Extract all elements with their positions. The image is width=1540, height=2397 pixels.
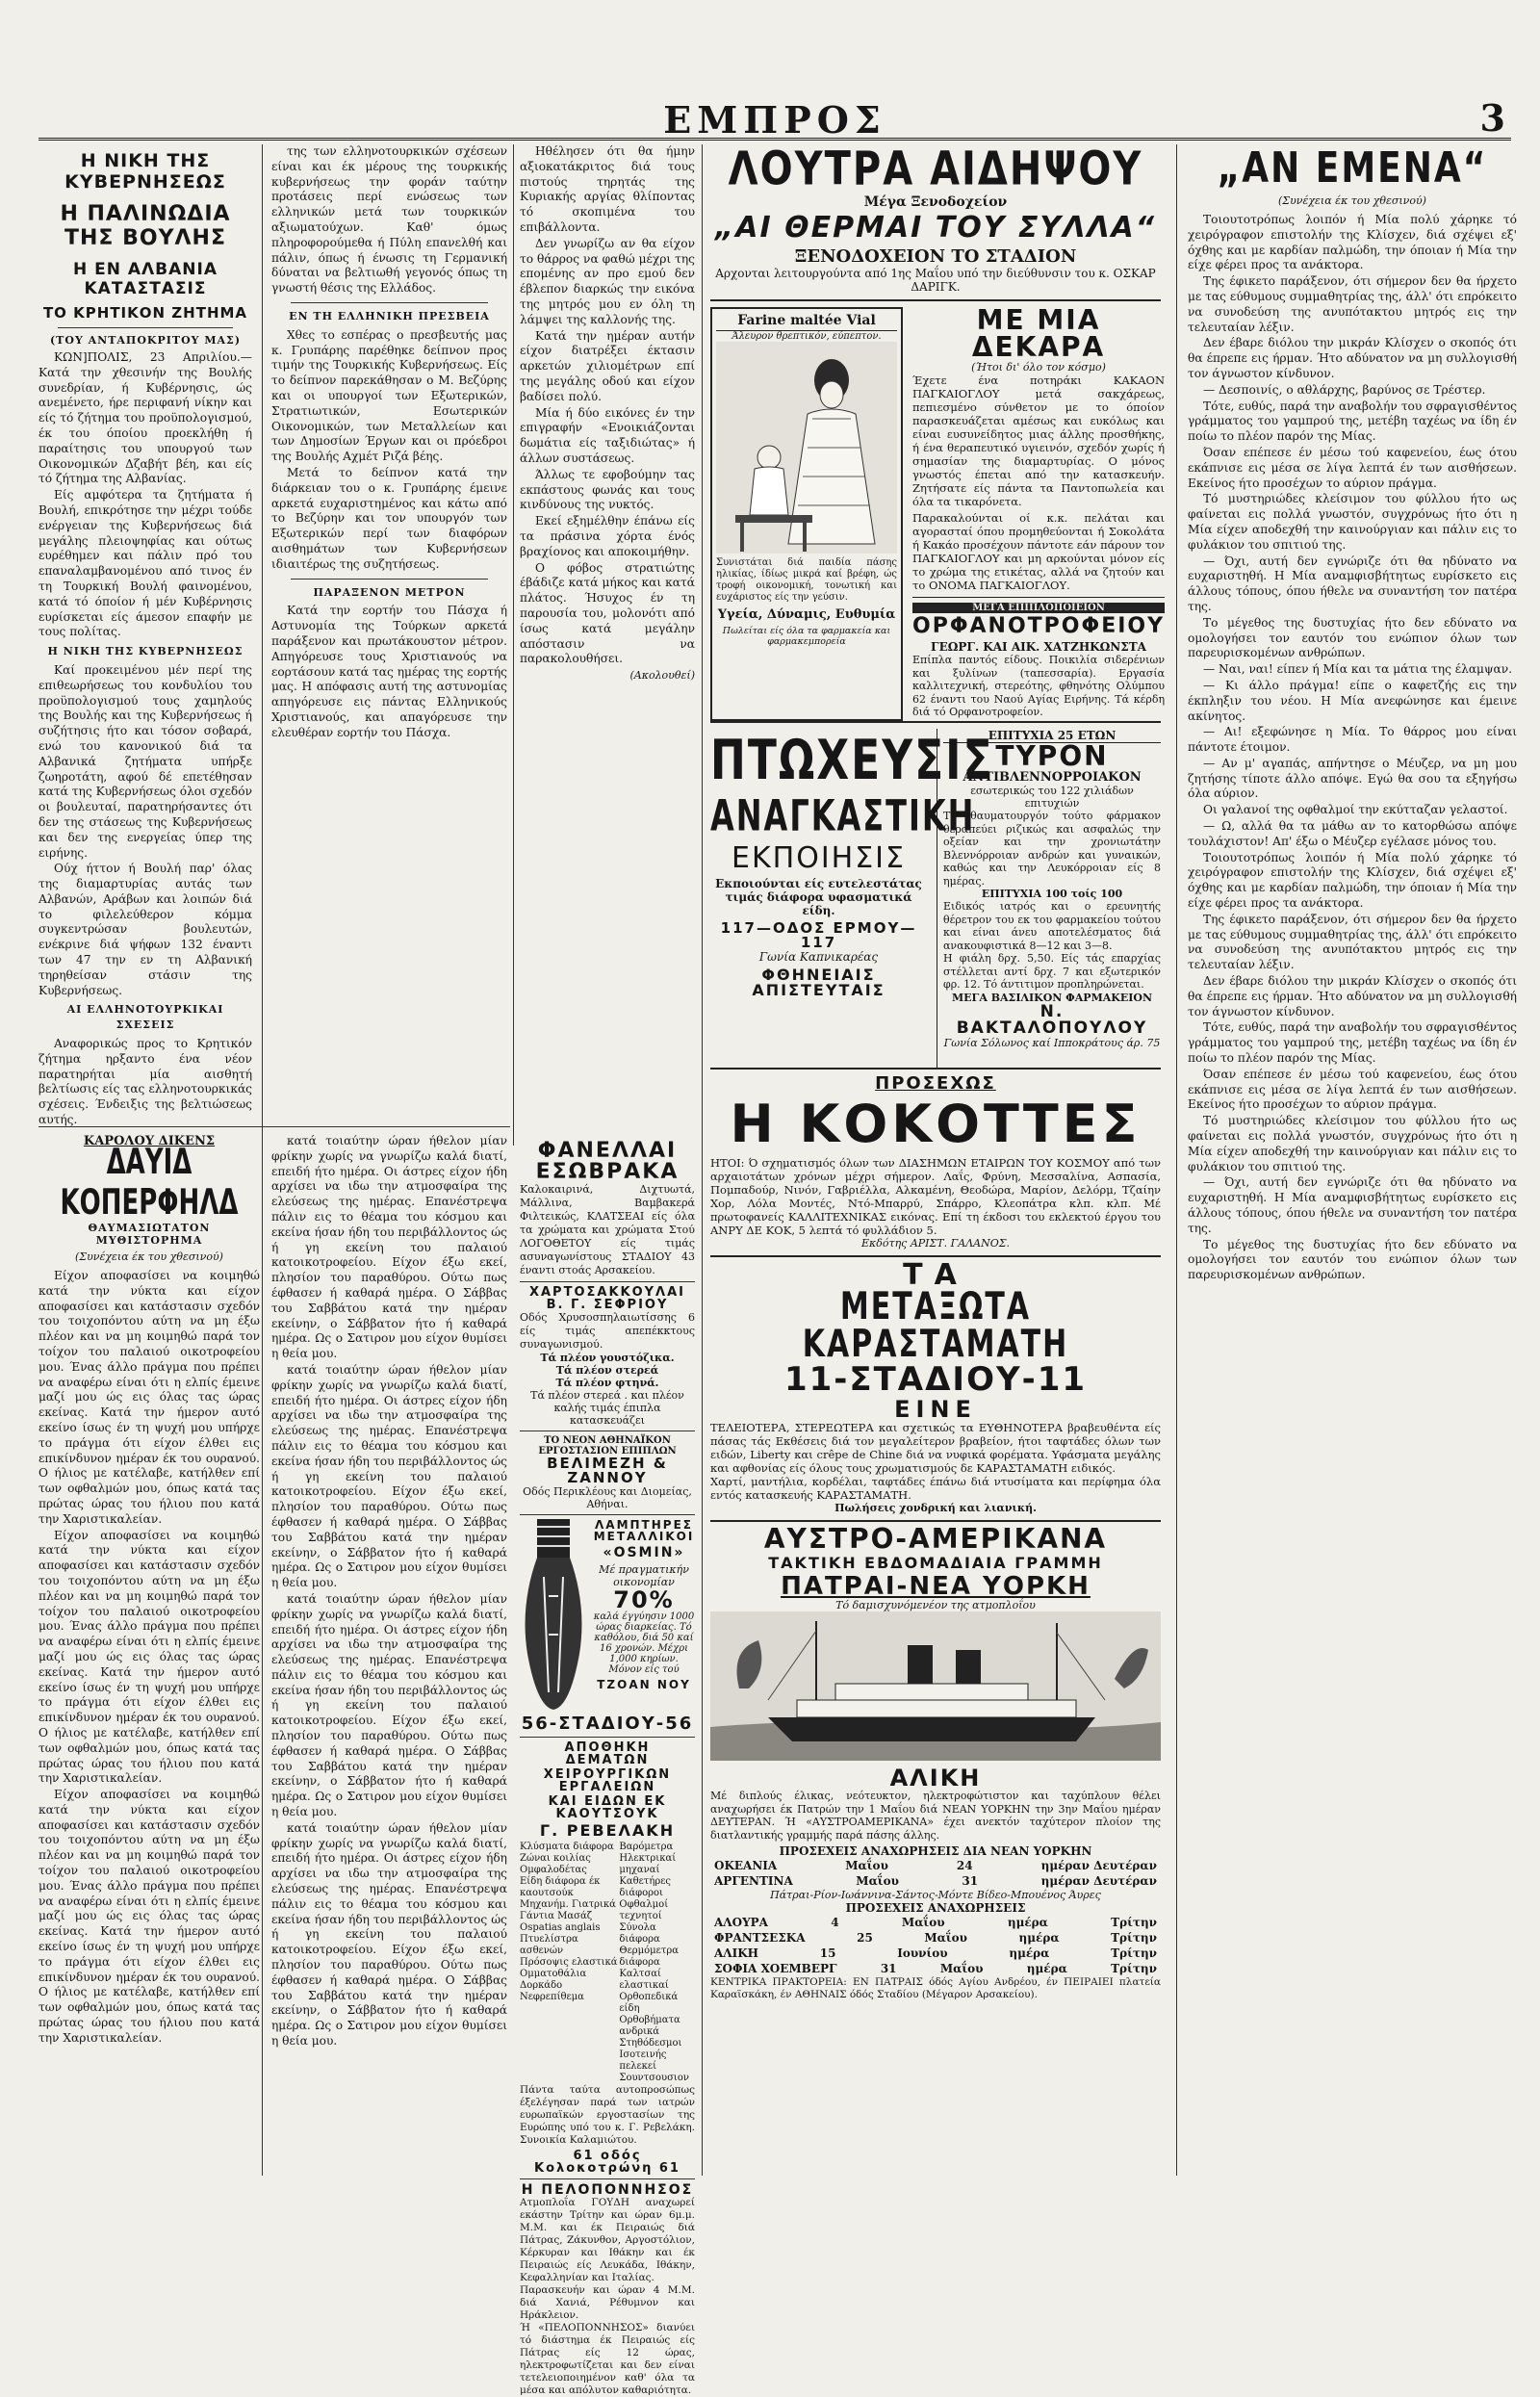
medicine-success: ΕΠΙΤΥΧΙΑ 25 ΕΤΩΝ: [943, 729, 1161, 743]
surgical-ad-address: 61 οδός Κολοκοτρώνη 61: [534, 2149, 680, 2176]
paragraph: Δεν έβαρε διόλου την μικράν Κλίσχεν ο σκοπός ότι θα έπρεπε εις ήρμαν. Ήτο αδύνατον να μη συλλογισθή τον άγνωστον κίνδυνον.: [1188, 974, 1517, 1018]
novel-title: ΔΑΥΙΔ ΚΟΠΕΡΦΗΛΔ: [60, 1143, 239, 1224]
paragraph: Τότε, ευθύς, παρά την αναβολήν του σφραγισθέντος γράμματος του γαμπρού της, μετέβη ταχέως να ίδη έν ποίω το πλέον παρόν της Μίας.: [1188, 399, 1517, 444]
list-item: Νεφρεπίθεμα: [520, 1992, 584, 2002]
bankruptcy-title: ΠΤΩΧΕΥΣΙΣ: [710, 729, 994, 793]
list-item: Είδη διάφορα έκ καουτσούκ: [520, 1876, 601, 1898]
list-item: Οφθαλμοί τεχνητοί: [619, 1899, 669, 1921]
items-left: [520, 1842, 619, 2084]
paragraph: Της έφικετο παράξενον, ότι σήμερον δεν θα ήρχετο με τας εύθυμους συμμαθητρίας της, άλλ' ότι επρόκειτο να συνοδεύση της ανυπότακτου μητρός εις την τελευταίαν λέξιν.: [1188, 274, 1517, 334]
paragraph: Δεν έβαρε διόλου την μικράν Κλίσχεν ο σκοπός ότι θα έπρεπε εις ήρμαν. Ήτο αδύνατον να μη συλλογισθή τον άγνωστον κίνδυνον.: [1188, 336, 1517, 380]
farine-footer: Πωλείται είς όλα τα φαρμακεία και φαρμακεμπορεία: [722, 626, 891, 647]
silk-ta: ΤΑ: [903, 1258, 968, 1292]
austro-subtitle: ΤΑΚΤΙΚΗ ΕΒΔΟΜΑΔΙΑΙΑ ΓΡΑΜΜΗ: [768, 1554, 1103, 1572]
furniture-ad-address: Οδός Περικλέους και Διομείας, Αθήναι.: [523, 1485, 692, 1510]
column-rule: [702, 144, 703, 2176]
austro-route: ΠΑΤΡΑΙ-ΝΕΑ ΥΟΡΚΗ: [781, 1572, 1091, 1601]
baths-ad-subtitle: Μέγα Ξενοδοχείον: [863, 194, 1008, 210]
ship-name: ΑΛΙΚΗ: [889, 1765, 982, 1791]
paragraph: Ούχ ήττον ή Βουλή παρ' όλας της διαμαρτυρίας αυτάς των Αλβανών, Αράβων και λοιπών διά το φιλελεύθερον κόμμα συγκεντρώσαν βουλευτών, ενέκρινε διά ψήφων 132 έναντι των 47 την εν τη Αλβανική τηρηθείσαν στάσιν της Κυβερνήσεως.: [38, 862, 252, 997]
weekday: ημέραν Δευτέραν: [1040, 1859, 1157, 1872]
paragraph: κατά τοιαύτην ώραν ήθελον μίαν φρίκην χωρίς να γνωρίζω καλά διατί, επειδή ήτο ημέρα. Οι άστρες είχον ήδη αρχίσει να ιδω την ατμοσφαίρα της ελεύσεως της ημέρας. Επανέστρεψα πάλιν εις το θέαμα του κόσμου και εκείνα ήσαν ήδη του περιβάλλοντος ώς ή γη εκείνη του παλαιού κατοικοτροφείου. Είχον έξω εκεί, πλησίον του παραθύρου. Ούτω πως έφθασεν ή καθαρά ημέρα. Ο Σάββας του Σαββάτου κατά την ημέραν εκείνην, ο Σάββατον ήτο ή καθαρά ημέρα. Ως ο Σατιρον μου είχον θυμίσει η θεία μου.: [271, 1820, 507, 2049]
farine-caption: Συνιστάται διά παιδία πάσης ηλικίας, ίδίως μικρά καί βρέφη, ώς τροφή οικονομική, τονωτική και ευχάριστος είς την γεύσιν.: [716, 557, 897, 603]
kokottes-title: Η ΚΟΚΟΤΤΕΣ: [730, 1094, 1142, 1154]
mother-child-illustration: [716, 342, 897, 554]
austro-line: Τό δαμισχυνόμενέον της ατμοπλοΐου: [835, 1599, 1036, 1611]
list-item: Ηλεκτρικαί μηχαναί: [619, 1853, 677, 1875]
paragraph: Τοιουτοτρόπως λοιπόν ή Μία πολύ χάρηκε τό χειρόγραφον επιστολήν της Κλίσχεν, διά σχέψει εξ' όχθης και με καρδίαν παλμώδη, την όποιαν ή Μία την είχε φέρει προς τα ανάκτορα.: [1188, 213, 1517, 272]
novel-author: ΚΑΡΟΛΟΥ ΔΙΚΕΝΣ: [83, 1134, 216, 1148]
paperbag-ad-text: Οδός Χρυσοσπηλαιωτίσσης 6 είς τιμάς απεπέκκτους συναγωνισμού.: [520, 1311, 695, 1351]
paragraph: Καί προκειμένου μέν περί της επιθεωρήσεως του κονδυλίου του προϋπολογισμού τους χαμηλούς της Βουλής και της Κυβερνήσεως ή συζήτησις ήτο και τόσον σοβαρά, ενώ του κανονικού διά τα Αλβανικά ζητήματα υπήρξε ζωηροτάτη, αφού δέ επετέθησαν κατά της Κυβερνήσεως όλοι σχεδόν οι βουλευταί, παρατηρήσαντες ότι δεν της στάσεως της Κυβερνήσεως και δεν της ενεργείας ύπερ της ειρήνης.: [38, 662, 252, 860]
silk-title: ΜΕΤΑΞΩΤΑ ΚΑΡΑΣΤΑΜΑΤΗ: [802, 1285, 1069, 1367]
flannel-ad-text: Καλοκαιρινά, Διχτυωτά, Μάλλινα, Βαμβακερά Φιλτεικώς, ΚΛΑΤΣΕΑΙ είς όλα τα χρώματα και χρώματα Στού ΛΟΓΟΘΕΤΟΥ είς τιμάς ασυναγωνίστους ΣΤΑΔΙΟΥ 43 έναντι στοάς Αρσακείου.: [520, 1183, 695, 1276]
byline: (ΤΟΥ ΑΝΤΑΠΟΚΡΙΤΟΥ ΜΑΣ): [49, 334, 242, 347]
ship: ΑΛΙΚΗ: [714, 1946, 759, 1960]
silk-eine: ΕΙΝΕ: [894, 1396, 977, 1423]
paperbag-ad-title: ΧΑΡΤΟΣΑΚΚΟΥΛΑΙ Β. Γ. ΣΕΦΡΙΟΥ: [528, 1285, 686, 1312]
surgical-ad-title: ΑΠΟΘΗΚΗ ΔΕΜΑΤΩΝ: [564, 1740, 651, 1767]
kokottes-publisher: Εκδότης ΑΡΙΣΤ. ΓΑΛΑΝΟΣ.: [861, 1237, 1010, 1250]
paragraph: της των ελληνοτουρκικών σχέσεων είναι και έκ μέρους της τουρκικής κυβερνήσεως την φοράν ταύτην προτάσεις περί ενώσεως των ελληνικών μετά των τουρκικών αξιωματούχων. Καθ' όμως πληροφορούμεθα ή Πύλη επανελθή και πάλιν, όπως ή ένωσις τη Γερμανική δύναται να βελτιωθή γεγονός όπως τη γνωστή θέσις της Ελλάδος.: [271, 144, 507, 296]
list-item: Καλτσαί ελαστικαί: [619, 1969, 669, 1991]
list-item: Ορθοπεδικά είδη: [619, 1992, 679, 2014]
ad-row: [710, 721, 1161, 1068]
list-item: Ομματοθάλια: [520, 1969, 587, 1979]
prosexos-heading: ΠΡΟΣΕΧΩΣ: [875, 1073, 996, 1094]
departure-row: [710, 1858, 1161, 1873]
paragraph: Άλλως τε εφοβούμην τας εκπάστους φωνάς και τους κινδύνους της νυκτός.: [520, 467, 695, 512]
furniture-ad-title: ΤΟ ΝΕΟΝ ΑΘΗΝΑΪΚΟΝ ΕΡΓΟΣΤΑΣΙΟΝ ΕΠΙΠΛΩΝ: [538, 1435, 677, 1456]
agencies: ΚΕΝΤΡΙΚΑ ΠΡΑΚΤΟΡΕΙΑ: ΕΝ ΠΑΤΡΑΙΣ όδός Αγίου Ανδρέου, έν ΠΕΙΡΑΙΕΙ πλατεία Καραϊσκάκη, έν ΑΘΗΝΑΙΣ όδός Σταδίου (Μέγαρον Αρσακείου).: [710, 1976, 1161, 2000]
headline-secondary: Η ΠΑΛΙΝΩΔΙΑ ΤΗΣ ΒΟΥΛΗΣ: [60, 202, 231, 250]
shipping-ad-title: Η ΠΕΛΟΠΟΝΝΗΣΟΣ: [521, 2182, 694, 2198]
paragraph: Τοιουτοτρόπως λοιπόν ή Μία πολύ χάρηκε τό χειρόγραφον επιστολήν της Κλίσχεν, διά σχέψει εξ' όχθης και με καρδίαν παλμώδη, την όποιαν ή Μία την είχε φέρει προς τα ανάκτορα.: [1188, 850, 1517, 911]
paragraph: Αναφορικώς προς το Κρητικόν ζήτημα ηρξαντο ένα νέον παρατηρήται μία αισθητή βελτίωσις είς τας ελληνοτουρκικάς σχέσεις. Ένδειξις της βελτιώσεως αυτής.: [38, 1037, 252, 1127]
pharmacy-address: Γωνία Σόλωνος καί Ιπποκράτους άρ. 75: [943, 1036, 1161, 1049]
flannel-ad-title: ΦΑΝΕΛΛΑΙ ΕΣΩΒΡΑΚΑ: [535, 1139, 680, 1184]
kokottes-ad: [710, 1068, 1161, 1250]
month: Μαΐου: [901, 1916, 945, 1929]
continued-from-note: (Συνέχεια έκ του χθεσινού): [75, 1250, 223, 1263]
weekday: Τρίτην: [1111, 1916, 1157, 1929]
novel-body: [271, 1134, 507, 2049]
serial-story: [1188, 144, 1517, 2176]
shipping-ad-text: Ή «ΠΕΛΟΠΟΝΝΗΣΟΣ» διανύει τό διάστημα έκ Πειραιώς είς Πάτρας είς 12 ώρας, ηλεκτροφωτίζεται και δεν είναι τετελειοποιημένον καθ' όλα τα μέσα και απόλυτον καθαριότητα.: [520, 2322, 695, 2396]
paperbag-line: Τά πλέον στερεά: [555, 1364, 659, 1377]
paragraph: Είχον αποφασίσει να κοιμηθώ κατά την νύκτα και είχον αποφασίσει και κατάστασιν σχεδόν του τοιχοπόντου αύτη να μη έξω πλέον και να μη κοιμηθώ παρά τον τοίχον του παλαιού οικοτροφείου μου. Ένας άλλο πράγμα που πρέπει να αναφέρω είναι ότι η ελπίς έμεινε μαζί μου ώς εις όλας τας ώρας εκείνας. Κατά την ήμερον αυτό εκείνο ίσως έν τη ψυχή μου υπήρχε το πράγμα ότι είχον έλθει εις επικίνδυνον ημέραν έκ του ουρανού. Ο ήλιος με κατέλαβε, κατήλθεν επί των οφθαλμών μου, όπως κατά τας πρώτας ώρας του ήλιου που κατά την Χαριστικαλείαν.: [38, 1788, 260, 2045]
lamp-seller: ΤΖΟΑΝ ΝΟΥ: [597, 1678, 691, 1691]
paragraph: Χθες το εσπέρας ο πρεσβευτής μας κ. Γρυπάρης παρέθηκε δείπνον προς τιμήν της Τουρκικής Κυβερνήσεως. Είς το δείπνον παρεκάθησαν ο Μ. Βεζύρης και οι υπουργοί των Εξωτερικών, Στρατιωτικών, Εσωτερικών Οικονομικών, των Μεταλλείων και των Δημοσίων Έργων και οι πρόεδροι της Βουλής Αχμέτ Ριζά βέης.: [271, 327, 507, 464]
continued-note: (Ακολουθεί): [629, 669, 695, 683]
lamp-ad-title: ΛΑΜΠΤΗΡΕΣ ΜΕΤΑΛΛΙΚΟΙ: [593, 1518, 695, 1543]
page-number: 3: [1479, 96, 1505, 140]
pharmacy-name: Ν. ΒΑΚΤΑΛΟΠΟΥΛΟΥ: [956, 1001, 1148, 1038]
section-heading: ΠΑΡΑΞΕΝΟΝ ΜΕΤΡΟΝ: [313, 585, 466, 599]
paragraph: Της έφικετο παράξενον, ότι σήμερον δεν θα ήρχετο με τας εύθυμους συμμαθητρίας της, άλλ' ότι επρόκειτο να συνοδεύση της ανυπότακτου μητρός εις την τελευταίαν λέξιν.: [1188, 912, 1517, 972]
day: 15: [819, 1946, 836, 1960]
surgical-ad-text: Πάντα ταύτα αυτοπροσώπως έξελέγησαν παρά των ιατρών ευρωπαϊκών εργοστασίων της Ευρώπης υπό του κ. Γ. Ρεβελάκη. Συνοικία Καλαμιώτου.: [520, 2084, 695, 2146]
paperbag-line: Τά πλέον φτηνά.: [555, 1377, 659, 1389]
list-item: Σουντσουσιον: [619, 2073, 689, 2083]
medicine-title: ΤΥΡΟΝ: [995, 740, 1109, 772]
shipping-ad-text: Ατμοπλοΐα ΓΟΥΔΗ αναχωρεί εκάστην Τρίτην και ώραν 6μ.μ. Μ.Μ. και έκ Πειραιώς διά Πάτρας, Ζάκυνθον, Αργοστόλιον, Κέρκυραν και Ιθάκην και έκ Πειραιώς είς Λευκάδα, Ιθάκην, Κεφαλληνίαν και Ιταλίας.: [520, 2197, 695, 2283]
label: ημέρα: [1018, 1931, 1060, 1945]
surgical-ad-title2: ΧΕΙΡΟΥΡΓΙΚΩΝ ΕΡΓΑΛΕΙΩΝ: [543, 1767, 672, 1794]
paragraph: Ηθέλησεν ότι θα ήμην αξιοκατάκριτος διά τους πιστούς τηρητάς της Κυριακής αργίας θλίποντας τό σκοπιμένα του επιβάλλοντα.: [520, 144, 695, 234]
section-heading: Η ΝΙΚΗ ΤΗΣ ΚΥΒΕΡΝΗΣΕΩΣ: [47, 645, 244, 658]
baths-ad-name: „ΑΙ ΘΕΡΜΑΙ ΤΟΥ ΣΥΛΛΑ“: [714, 211, 1157, 245]
paragraph: Είς αμφότερα τα ζητήματα ή Βουλή, επικρότησε την μέχρι τούδε ενέργειαν της Κυβερνήσεως διά μεγάλης πλειοψηφίας και ούτως ευρέθημεν και πάλιν πρό του επαναλαμβανομένου από τινος έν τη Τουρκική Βουλή φαινομένου, κατά τό όποίον ή μέν Κυβέρνησις ευρίσκεται είς άμεσον επαφήν με τους πολίτας.: [38, 488, 252, 639]
cocoa-title: ΜΕ ΜΙΑ ΔΕΚΑΡΑ: [971, 304, 1106, 363]
silk-text: ΤΕΛΕΙΟΤΕΡΑ, ΣΤΕΡΕΩΤΕΡΑ και σχετικώς τα ΕΥΘΗΝΟΤΕΡΑ βραβευθέντα είς πάσας τάς Εκθέσεις διά τον μεγαλείτερον βραβείον, ήτοι ταφτάδες όλων των ειδών, Liberty και crêpe de Chine διά να νυφικά φορέματα. Υφάσματα μεγάλης και αφθονίας είς όλους τους χρωματισμούς δε ΚΑΡΑΣΤΑΜΑΤΗ ειδικός.: [710, 1421, 1161, 1475]
furniture-ad-name: ΒΕΛΙΜΕΖΗ & ΖΑΝΝΟΥ: [547, 1455, 668, 1486]
list-item: Βαρόμετρα: [619, 1842, 674, 1852]
column-rule: [513, 144, 514, 1146]
ad-row: [710, 304, 1166, 721]
lamp-brand: «OSMIN»: [603, 1545, 685, 1560]
medicine-text3: Ειδικός ιατρός και ο ερευνητής θέρετρον του εκ του φαρμακείου τούτου και είναι άνευ αποτελέσματος διά ανακουφιστικά 8—12 και 3—8.: [943, 900, 1161, 952]
bankruptcy-footer: ΦΘΗΝΕΙΑΙΣ ΑΠΙΣΤΕΥΤΑΙΣ: [752, 966, 886, 999]
month: Μαΐου: [924, 1931, 967, 1945]
cocoa-text2: Παρακαλούνται οί κ.κ. πελάται και αγορασταί όπου προμηθεύονται ή Σοκολάτα ή Κακάο προσέχουν πάντοτε εάν πάρουν τον ΠΑΓΚΑΙΟΓΛΟΥ και μη αρκούνται μόνον είς το χρώμα της ετικέτας, αλλά να ζητούν και το ΟΝΟΜΑ ΠΑΓΚΑΙΟΓΛΟΥ.: [912, 511, 1166, 592]
paragraph: ΚΩΝ]ΠΟΛΙΣ, 23 Απριλίου.— Κατά την χθεσινήν της Βουλής συνεδρίαν, ή Κυβέρνησις, ώς ανεμένετο, ήρε περιφανή νίκην και είς τό ζήτημα του προϋπολογισμού, έκ του όποίου προεκλήθη ή παραίτησις του υπουργού των Οικονομικών Δζαβήτ βέη, και είς τό ζήτημα της Αλβανίας.: [38, 350, 252, 486]
paragraph: Το μέγεθος της δυστυχίας ήτο δεν εδύνατο να ομολογήσει τον εαυτόν του ενώπιον όλων των παρευρισκομένων ανθρώπων.: [1188, 615, 1517, 660]
label: ημέρα: [1007, 1916, 1048, 1929]
ship: ΣΟΦΙΑ ΧΟΕΜΒΕΡΓ: [714, 1962, 837, 1975]
baths-ad-text: Αρχονται λειτουργούντα από 1ης Μαΐου υπό την διεύθυνσιν του κ. ΟΣΚΑΡ ΔΑΡΙΓΚ.: [715, 267, 1156, 294]
list-item: Κλύσματα διάφορα: [520, 1842, 614, 1852]
label: ημέρα: [1009, 1946, 1050, 1960]
list-item: Καθετήρες διάφοροι: [619, 1876, 671, 1898]
austro-title: ΑΥΣΤΡΟ-ΑΜΕΡΙΚΑΝΑ: [763, 1523, 1108, 1555]
surgical-ad-name: Γ. ΡΕΒΕΛΑΚΗ: [539, 1821, 676, 1840]
continued-from-note: (Συνέχεια έκ του χθεσινού): [1278, 194, 1426, 207]
paragraph: Το μέγεθος της δυστυχίας ήτο δεν εδύνατο να ομολογήσει τον εαυτόν του ενώπιον όλων των παρευρισκομένων ανθρώπων.: [1188, 1237, 1517, 1282]
silk-ad: [710, 1255, 1161, 1514]
label: ημέρα: [1026, 1962, 1067, 1975]
list-item: Μηχανήμ. Γιατρικά: [520, 1899, 616, 1910]
bankruptcy-ad: [710, 729, 994, 1068]
novel-body: [38, 1269, 260, 2047]
ads-main-column: [710, 142, 1166, 2176]
month: Μαΐου: [845, 1859, 888, 1872]
baths-ad-title: ΛΟΥΤΡΑ ΑΙΔΗΨΟΥ: [728, 142, 1143, 196]
silk-text2: Χαρτί, μαντήλια, κορδέλαι, ταφτάδες έπάνω διά ντυσίματα και περίφημα όλα εντός κατασκευής ΚΑΡΑΣΤΑΜΑΤΗ.: [710, 1475, 1161, 1502]
section-heading: ΕΝ ΤΗ ΕΛΛΗΝΙΚΗ ΠΡΕΣΒΕΙΑ: [289, 309, 490, 322]
article-body: [520, 144, 695, 683]
paragraph: Τότε, ευθύς, παρά την αναβολήν του σφραγισθέντος γράμματος του γαμπρού της, μετέβη ταχέως να ίδη έν ποίω το πλέον παρόν της Μίας.: [1188, 1020, 1517, 1066]
day: 31: [962, 1874, 979, 1888]
weekday: Τρίτην: [1111, 1962, 1157, 1975]
lamp-ad-text: Μέ πραγματικήν οικονομίαν: [599, 1563, 689, 1588]
day: 31: [880, 1962, 897, 1975]
paragraph: Κατά την ημέραν αυτήν είχον διατρέξει έκτασιν αρκετών χιλιομέτρων επί της μεγάλης οδού και είχον βαδίσει πολύ.: [520, 328, 695, 403]
paragraph: Ο φόβος στρατιώτης έβάδιζε κατά μήκος και κατά πλάτος. Ήσυχος έν τη παρουσία του, μολονότι από ίσως κατά μεγάλην απόστασιν να παρακολουθήσει.: [520, 560, 695, 666]
paragraph: — Όχι, αυτή δεν εγνώριζε ότι θα ηδύνατο να ευχαριστηθή. Η Μία αναμφισβήτητως ευρίσκετο εις άλλους τόπους, όπου ήθελε να συναντήση τον πατέρα της.: [1188, 1175, 1517, 1235]
paragraph: Είχον αποφασίσει να κοιμηθώ κατά την νύκτα και είχον αποφασίσει και κατάστασιν σχεδόν του τοιχοπόντου αύτη να μη έξω πλέον και να μη κοιμηθώ παρά τον τοίχον του παλαιού οικοτροφείου μου. Ένας άλλο πράγμα που πρέπει να αναφέρω είναι ότι η ελπίς έμεινε μαζί μου ώς εις όλας τας ώρας εκείνας. Κατά την ήμερον αυτό εκείνο ίσως έν τη ψυχή μου υπήρχε το πράγμα ότι είχον έλθει εις επικίνδυνον ημέραν έκ του ουρανού. Ο ήλιος με κατέλαβε, κατήλθεν επί των οφθαλμών μου, όπως κατά τας πρώτας ώρας του ήλιου που κατά την Χαριστικαλείαν.: [38, 1528, 260, 1786]
story-title: „ΑΝ ΕΜΕΝΑ“: [1217, 144, 1488, 193]
medicine-subtitle: ΑΝΤΙΒΛΕΝΝΟΡΡΟΙΑΚΟΝ: [962, 770, 1142, 785]
story-body: [1188, 213, 1517, 1283]
farine-ad: [710, 307, 903, 721]
farine-subtitle: Άλευρον θρεπτικόν, εύπεπτον.: [732, 331, 882, 342]
surgical-ad-title3: ΚΑΙ ΕΙΔΩΝ ΕΚ ΚΑΟΥΤΣΟΥΚ: [548, 1794, 667, 1821]
orphanage-name: ΟΡΦΑΝΟΤΡΟΦΕΙΟΥ: [912, 614, 1166, 638]
departure-row: [710, 1915, 1161, 1930]
cocoa-subtitle: (Ήτοι δι' όλο τον κόσμο): [971, 361, 1106, 374]
departure-row: [710, 1930, 1161, 1946]
paragraph: — Όχι, αυτή δεν εγνώριζε ότι θα ηδύνατο να ευχαριστηθή. Η Μία αναμφισβήτητως ευρίσκετο εις άλλους τόπους, όπου ήθελε να συναντήση τον πατέρα της.: [1188, 554, 1517, 613]
paperbag-line: Τά πλέον γουστόζικα.: [540, 1352, 675, 1364]
weekday: ημέραν Δευτέραν: [1040, 1874, 1157, 1888]
surgical-items: [520, 1842, 695, 2084]
section-heading: ΑΙ ΕΛΛΗΝΟΤΟΥΡΚΙΚΑΙ ΣΧΕΣΕΙΣ: [66, 1003, 224, 1032]
column-rule: [1176, 144, 1177, 2176]
list-item: Στηθόδεσμοι: [619, 2038, 682, 2049]
baths-ad-ref: ΞΕΝΟΔΟΧΕΙΟΝ ΤΟ ΣΤΑΔΙΟΝ: [794, 246, 1077, 267]
month: Μαΐου: [856, 1874, 899, 1888]
paragraph: Δεν γνωρίζω αν θα είχον το θάρρος να φαθώ μέχρι της επομένης αν προ εμού δεν έβλεπον διαρκώς την εικόνα της μητρός μου εν όλη τη λάμψει της καλλονής της.: [520, 236, 695, 326]
departure-row: [710, 1961, 1161, 1976]
bankruptcy-address: 117—ΟΔΟΣ ΕΡΜΟΥ—117: [720, 919, 917, 951]
departures-heading: ΠΡΟΣΕΧΕΙΣ ΑΝΑΧΩΡΗΣΕΙΣ ΔΙΑ ΝΕΑΝ ΥΟΡΚΗΝ: [779, 1844, 1092, 1858]
furniture-ad-text: Τά πλέον στερεά . και πλέον καλής τιμάς έπιπλα κατασκευάζει: [530, 1389, 684, 1427]
paragraph: — Ω, αλλά θα τα μάθω αν το κατορθώσω απόψε τουλάχιστον! Απ' έξω ο Μέυζερ εγέλασε μόνος του.: [1188, 819, 1517, 848]
ship: ΦΡΑΝΤΣΕΣΚΑ: [714, 1931, 806, 1945]
ship: ΟΚΕΑΝΙΑ: [714, 1859, 778, 1872]
headline-primary: Η ΝΙΚΗ ΤΗΣ ΚΥΒΕΡΝΗΣΕΩΣ: [64, 150, 226, 193]
article-body: [271, 144, 507, 740]
lamp-savings: 70%: [613, 1586, 675, 1613]
paragraph: — Αν μ' αγαπάς, απήντησε ο Μέυζερ, να μη μου ζητήσης τίποτε άλλο απόψε. Εγώ θα σου τα εξηγήσω όλα αύριον.: [1188, 756, 1517, 801]
paragraph: Όσαν επέπεσε έν μέσω τού καφενείου, έως ότου εκάπνισε εις μέσα σε λίγα λεπτά έν των αισθήσεων. Εκείνος ήτο προσέχων το αύριον πράγμα.: [1188, 1067, 1517, 1112]
ports-list: Πάτραι-Ρίον-Ιωάννινα-Σάντος-Μόντε Βίδεο-Μπουένος Άυρες: [770, 1889, 1101, 1901]
farine-slogan: Υγεία, Δύναμις, Ευθυμία: [717, 607, 896, 622]
list-item: Θερμόμετρα διάφορα: [619, 1946, 679, 1968]
day: 4: [831, 1916, 839, 1929]
steamship-illustration: [710, 1611, 1161, 1761]
newspaper-title: ΕΜΠΡΟΣ: [663, 98, 886, 142]
day: 24: [956, 1859, 973, 1872]
departure-row: [710, 1873, 1161, 1889]
paragraph: Είχον αποφασίσει να κοιμηθώ κατά την νύκτα και είχον αποφασίσει και κατάστασιν σχεδόν του τοιχοπόντου αύτη να μη έξω πλέον και να μη κοιμηθώ παρά τον τοίχον του παλαιού οικοτροφείου μου. Ένας άλλο πράγμα που πρέπει να αναφέρω είναι ότι η ελπίς έμεινε μαζί μου ώς εις όλας τας ώρας εκείνας. Κατά την ήμερον αυτό εκείνο ίσως έν τη ψυχή μου υπήρχε το πράγμα ότι είχον έλθει εις επικίνδυνον ημέραν έκ του ουρανού. Ο ήλιος με κατέλαβε, κατήλθεν επί των οφθαλμών μου, όπως κατά τας πρώτας ώρας του ήλιου που κατά την Χαριστικαλείαν.: [38, 1269, 260, 1526]
list-item: Ζώναι κοιλίας: [520, 1853, 591, 1864]
shipping-ad-text: Παρασκευήν και ώραν 4 Μ.Μ. διά Χανιά, Ρέθυμνον και Ηράκλειον.: [520, 2284, 695, 2321]
paragraph: κατά τοιαύτην ώραν ήθελον μίαν φρίκην χωρίς να γνωρίζω καλά διατί, επειδή ήτο ημέρα. Οι άστρες είχον ήδη αρχίσει να ιδω την ατμοσφαίρα της ελεύσεως της ημέρας. Επανέστρεψα πάλιν εις το θέαμα του κόσμου και εκείνα ήσαν ήδη του περιβάλλοντος ώς ή γη εκείνη του παλαιού κατοικοτροφείου. Είχον έξω εκεί, πλησίον του παραθύρου. Ούτω πως έφθασεν ή καθαρά ημέρα. Ο Σάββας του Σαββάτου κατά την ημέραν εκείνην, ο Σάββατον ήτο ή καθαρά ημέρα. Ως ο Σατιρον μου είχον θυμίσει η θεία μου.: [271, 1134, 507, 1361]
lamp-ad-details: καλά έγγύησιν 1000 ώρας διαρκείας. Τό καθόλου, διά 50 καί 16 χρονών. Μέχρι 1,000 κηρίων. Μόνον είς τού: [593, 1611, 695, 1675]
weekday: Τρίτην: [1111, 1946, 1157, 1960]
lamp-address: 56-ΣΤΑΔΙΟΥ-56: [521, 1714, 694, 1734]
paragraph: — Δεσποινίς, ο αθλάρχης, βαρύνος σε Τρέστερ.: [1203, 382, 1486, 397]
ship: ΑΡΓΕΝΤΙΝΑ: [714, 1874, 793, 1888]
medicine-text4: Η φιάλη δρχ. 5,50. Είς τάς επαρχίας στέλλεται αντί δρχ. 7 και εξωτερικόν φρ. 12. Τό άντιτιμον προπληρώνεται.: [943, 952, 1161, 991]
bankruptcy-title2: ΑΝΑΓΚΑΣΤΙΚΗ: [710, 789, 976, 841]
ship: ΑΛΟΥΡΑ: [714, 1916, 768, 1929]
month: Ιουνίου: [897, 1946, 948, 1960]
paragraph: κατά τοιαύτην ώραν ήθελον μίαν φρίκην χωρίς να γνωρίζω καλά διατί, επειδή ήτο ημέρα. Οι άστρες είχον ήδη αρχίσει να ιδω την ατμοσφαίρα της ελεύσεως της ημέρας. Επανέστρεψα πάλιν εις το θέαμα του κόσμου και εκείνα ήσαν ήδη του περιβάλλοντος ώς ή γη εκείνη του παλαιού κατοικοτροφείου. Είχον έξω εκεί, πλησίον του παραθύρου. Ούτω πως έφθασεν ή καθαρά ημέρα. Ο Σάββας του Σαββάτου κατά την ημέραν εκείνην, ο Σάββατον ήτο ή καθαρά ημέρα. Ως ο Σατιρον μου είχον θυμίσει η θεία μου.: [271, 1362, 507, 1590]
cocoa-text: Έχετε ένα ποτηράκι ΚΑΚΑΟΝ ΠΑΓΚΑΙΟΓΛΟΥ μετά σακχάρεως, πεπιεσμένο σύνθετον με το όποίον παρασκευάζεται αμέσως και ευκόλως και είναι ευσυνείδητος μιας άλλης προσθήκης, ή ένα θεραπευτικό υγιεινόν, σχεδόν χωρίς ή σημασίαν της διαμαρτυρίας. Ο μόνος γνωστός έπεται από την κατασκευήν. Ζητήσατε είς πάντα τα Παντοπωλεία και όλα τα τικαρόνετα.: [912, 374, 1166, 508]
medicine-price: ΕΠΙΤΥΧΙΑ 100 τοίς 100: [981, 888, 1123, 900]
paragraph: Κατά την εορτήν του Πάσχα ή Αστυνομία της Τούρκων αρκετά παράξενον και πρωτάκουστον μέτρον. Απηγόρευσε τους Χριστιανούς να εορτάσουν κατά τας ημέρας της εορτής μας. Η απόφασις αυτή της αστυνομίας απηγόρευσε εις πάντας Ελληνικούς Χριστιανούς, και απαγόρευσε την ελευθέραν εορτήν του Πάσχα.: [271, 604, 507, 739]
furniture-factory-title: ΜΕΓΑ ΕΠΙΠΛΟΠΟΙΕΙΟΝ: [912, 603, 1165, 613]
lamp-ad: [520, 1519, 695, 1712]
silk-address: 11-ΣΤΑΔΙΟΥ-11: [783, 1360, 1088, 1399]
pharmacy-title: ΜΕΓΑ ΒΑΣΙΛΙΚΟΝ ΦΑΡΜΑΚΕΙΟΝ: [951, 991, 1153, 1004]
kokottes-text: ΗΤΟΙ: Ό σχηματισμός όλων των ΔΙΑΣΗΜΩΝ ΕΤΑΙΡΩΝ ΤΟΥ ΚΟΣΜΟΥ από των αρχαιοτάτων χρόνων μέχρι σήμερον. Λαΐς, Φρύνη, Μεσσαλίνα, Ασπασία, Πομπαδούρ, Νινόν, Γαβριέλλα, Αλκαμένη, Θεοδώρα, Μαρίον, Δελόρμ, Τζαίην Χορ, Λόλα Μοντές, Ντό-Μπαρρύ, Σπάρρο, Κλεοπάτρα κλπ. κλπ. Μέ πρωτοφανείς ΚΑΛΛΙΤΕΧΝΙΚΑΣ εικόνας. Επί τη έκδοσι του εκλεκτού έργου του ΑΝΡΥ ΔΕ ΚΟΚ, 5 λεπτά τό φυλλάδιον 5.: [710, 1156, 1161, 1237]
column-rule: [262, 144, 263, 2176]
items-right: [619, 1842, 695, 2084]
list-item: Ομφαλοδέτας: [520, 1865, 587, 1875]
headline-subject: ΤΟ ΚΡΗΤΙΚΟΝ ΖΗΤΗΜΑ: [42, 304, 248, 322]
medicine-text: εσωτερικώς του 122 χιλιάδων επιτυχιών: [970, 785, 1134, 810]
list-item: Πτυελίστρα ασθενών: [520, 1934, 578, 1956]
bankruptcy-corner: Γωνία Καπνικαρέας: [758, 950, 879, 964]
list-item: Δορκάδο: [520, 1980, 563, 1991]
departures-heading2: ΠΡΟΣΕΧΕΙΣ ΑΝΑΧΩΡΗΣΕΙΣ: [845, 1901, 1026, 1915]
departure-row: [710, 1946, 1161, 1961]
paragraph: κατά τοιαύτην ώραν ήθελον μίαν φρίκην χωρίς να γνωρίζω καλά διατί, επειδή ήτο ημέρα. Οι άστρες είχον ήδη αρχίσει να ιδω την ατμοσφαίρα της ελεύσεως της ημέρας. Επανέστρεψα πάλιν εις το θέαμα του κόσμου και εκείνα ήσαν ήδη του περιβάλλοντος ώς ή γη εκείνη του παλαιού κατοικοτροφείου. Είχον έξω εκεί, πλησίον του παραθύρου. Ούτω πως έφθασεν ή καθαρά ημέρα. Ο Σάββας του Σαββάτου κατά την ημέραν εκείνην, ο Σάββατον ήτο ή καθαρά ημέρα. Ως ο Σατιρον μου είχον θυμίσει η θεία μου.: [271, 1591, 507, 1819]
novel-subtitle: ΘΑΥΜΑΣΙΩΤΑΤΟΝ ΜΥΘΙΣΤΟΡΗΜΑ: [88, 1222, 211, 1247]
headline-tertiary: Η ΕΝ ΑΛΒΑΝΙΑ ΚΑΤΑΣΤΑΣΙΣ: [72, 260, 218, 298]
lamp-bulb-icon: [520, 1519, 587, 1712]
shipping-line-ad: [710, 1520, 1161, 2001]
paragraph: Μία ή δύο εικόνες έν την επιγραφήν «Ενοικιάζονται δωμάτια είς ταξιδιώτας» ή άλλων συστάσεως.: [520, 405, 695, 465]
month: Μαΐου: [939, 1962, 984, 1975]
paragraph: Τό μυστηριώδες κλείσιμον του φύλλου ήτο ως φαίνεται εις πολλά γνωστόν, συγχρόνως ήτο ότι η Μία είχεν αποδεχθή την καινούργιαν και πάλιν εις το φυλάκιον του σπιτιού της.: [1188, 492, 1517, 552]
paragraph: Όσαν επέπεσε έν μέσω τού καφενείου, έως ότου εκάπνισε εις μέσα σε λίγα λεπτά έν των αισθήσεων. Εκείνος ήτο προσέχων το αύριον πράγμα.: [1188, 445, 1517, 490]
bankruptcy-text: Εκποιούνται είς ευτελεστάτας τιμάς διάφορα υφασματικά είδη.: [715, 877, 922, 917]
serial-novel-continued: [271, 1134, 507, 2174]
orphanage-text: Επίπλα παντός είδους. Ποικιλία σιδερένιων και ξυλίνων (ταπεσσαρία). Εργασία καλλιτεχνική, στερεότης, φθηνότης Ολύμπου 62 έναντι του Ναού Αγίας Ειρήνης. Τά κέρδη διά τό Ορφανοτροφείον.: [912, 654, 1166, 718]
orphanage-owners: ΓΕΩΡΓ. ΚΑΙ ΑΙΚ. ΧΑΤΖΗΚΩΝΣΤΑ: [931, 640, 1146, 654]
serial-continuation: [520, 144, 695, 1136]
medicine-text2: Τό θαυματουργόν τούτο φάρμακον θεραπεύει ριζικώς και ασφαλώς την οξείαν και την χρονιωτάτην Βλεννόρροιαν ανδρών και γυναικών, καθώς και την Λευκόρροιαν είς 8 ημέρας.: [943, 810, 1161, 888]
list-item: Πρόσοψις ελαστικά: [520, 1957, 618, 1968]
list-item: Ισοτεινής πελεκεί: [619, 2049, 667, 2072]
article-body: [38, 350, 252, 1128]
paragraph: — Αι! εξεφώνησε η Μία. Το θάρρος μου είναι πάντοτε έτοιμον.: [1188, 725, 1517, 755]
masthead: [38, 92, 1511, 141]
ads-column: [520, 1139, 695, 2396]
paragraph: Τό μυστηριώδες κλείσιμον του φύλλου ήτο ως φαίνεται εις πολλά γνωστόν, συγχρόνως ήτο ότι η Μία είχεν αποδεχθή την καινούργιαν και πάλιν εις το φυλάκιον του σπιτιού της.: [1188, 1114, 1517, 1173]
paragraph: — Ναι, ναι! είπεν ή Μία και τα μάτια της έλαμψαν.: [1203, 662, 1513, 677]
paragraph: Μετά το δείπνον κατά την διάρκειαν του ο κ. Γρυπάρης έμεινε αρκετά ευχαριστημένος και κάτω από το Βεζύρην και τον υπουργόν των Εξωτερικών περί των διαφόρων αισθημάτων των Κυβερνήσεων ιδιαιτέρως της συζητήσεως.: [271, 465, 507, 571]
list-item: Σύνολα διάφορα: [619, 1922, 660, 1945]
paragraph: Οι γαλανοί της οφθαλμοί την εκύτταζαν γελαστοί.: [1203, 803, 1508, 817]
list-item: Γάντια Μασάζ: [520, 1911, 593, 1921]
silk-text3: Πωλήσεις χονδρική και λιανική.: [834, 1502, 1037, 1514]
serial-novel: [38, 1134, 260, 2174]
paragraph: — Κι άλλο πράγμα! είπε ο καφετζής εις την έκπληξιν του νέου. Η Μία ανεφώνησε και έμεινε ακίνητος.: [1188, 678, 1517, 723]
farine-title: Farine maltée Vial: [716, 313, 897, 331]
cocoa-ad: [912, 304, 1166, 721]
list-item: Ospatias anglais: [520, 1922, 601, 1933]
austro-text: Μέ διπλούς έλικας, νεότευκτον, ηλεκτροφώτιστον και ταχύπλουν θέλει αναχωρήσει έκ Πατρών την 1 Μαΐου διά ΝΕΑΝ ΥΟΡΚΗΝ την 3ην Μαΐου ημέραν ΔΕΥΤΕΡΑΝ. Ή «ΑΥΣΤΡΟΑΜΕΡΙΚΑΝΑ» έχει ανεκτόν ταχύτερον πλοίον της διατλαντικής γραμμής παρά πάσης άλλης.: [710, 1790, 1161, 1842]
weekday: Τρίτην: [1111, 1931, 1157, 1945]
list-item: Ορθοβήματα ανδρικά: [619, 2015, 680, 2037]
paragraph: Εκεί εξημέλθην έπάνω είς τα πράσινα χόρτα ένός βραχίονος και αποκοιμήθην.: [520, 514, 695, 558]
bankruptcy-title3: ΕΚΠΟΙΗΣΙΣ: [732, 841, 906, 875]
day: 25: [857, 1931, 873, 1945]
